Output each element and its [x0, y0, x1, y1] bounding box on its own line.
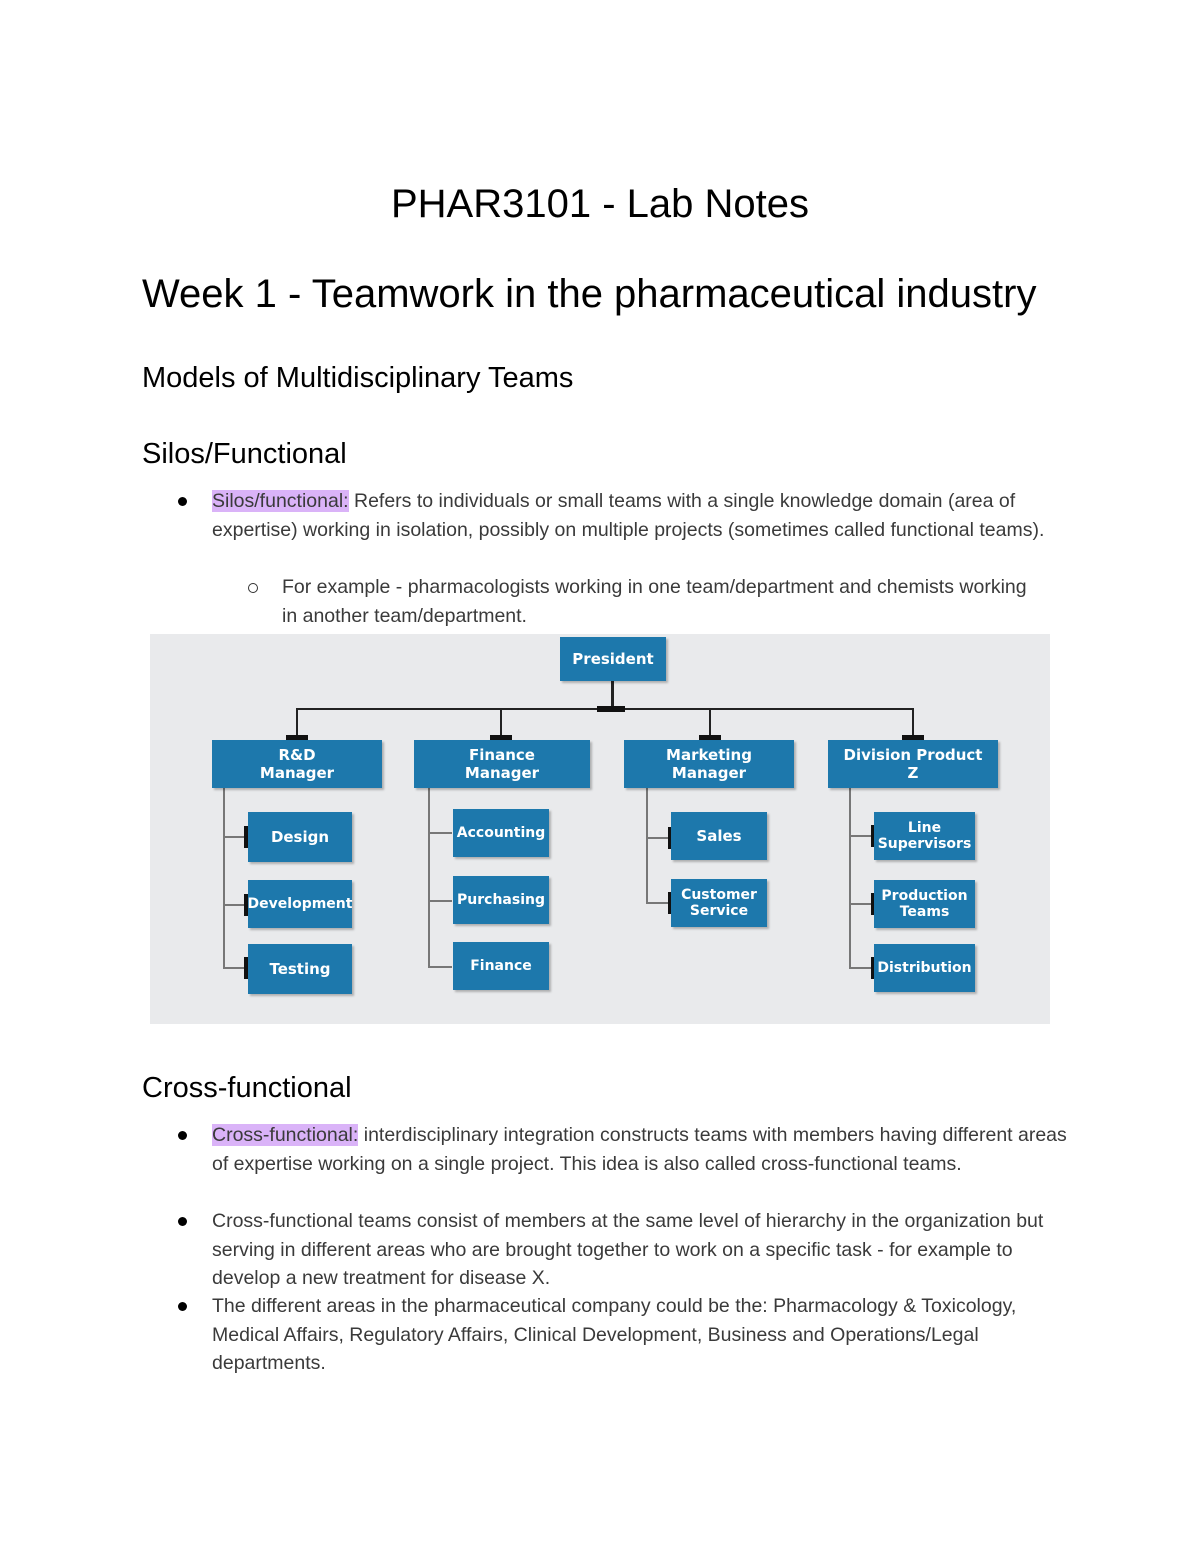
cross-heading: Cross-functional [142, 1072, 352, 1104]
dept-box-testing: Testing [248, 944, 352, 994]
week-heading: Week 1 - Teamwork in the pharmaceutical industry [142, 272, 1037, 316]
connector [849, 788, 851, 968]
cross-term-highlight: Cross-functional: [212, 1124, 359, 1146]
dept-box-purchasing: Purchasing [453, 876, 549, 924]
bullet-icon [178, 1217, 187, 1226]
connector [223, 788, 225, 968]
cross-definition: interdisciplinary integration constructs teams with members having different areas of expertise working on a single project. This idea is also called cross-functional teams. [212, 1124, 1067, 1175]
bullet-icon [178, 1131, 187, 1140]
dept-box-line-supervisors: Line Supervisors [874, 812, 975, 860]
connector [646, 902, 670, 904]
dept-box-accounting: Accounting [453, 809, 549, 857]
connector [428, 966, 452, 968]
silos-example-text: For example - pharmacologists working in one team/department and chemists working in another team/department. [282, 576, 1027, 627]
connector [428, 788, 430, 968]
org-chart [150, 634, 1050, 1024]
connector [611, 680, 614, 708]
manager-box-division: Division Product Z [828, 740, 998, 788]
connector-cap [597, 706, 625, 712]
dept-box-customer-service: Customer Service [671, 879, 767, 927]
connector [849, 967, 873, 969]
connector [428, 900, 452, 902]
dept-box-distribution: Distribution [874, 944, 975, 992]
bullet-icon [178, 497, 187, 506]
connector [849, 903, 873, 905]
dept-box-production-teams: Production Teams [874, 880, 975, 928]
models-heading: Models of Multidisciplinary Teams [142, 362, 574, 394]
silos-heading: Silos/Functional [142, 438, 347, 470]
cross-bullet-2: Cross-functional teams consist of members at the same level of hierarchy in the organization but serving in different areas who are brought together to work on a specific task - for example to develop a new treatment for disease X. [212, 1210, 1044, 1289]
connector [428, 832, 452, 834]
silos-term-highlight: Silos/functional: [212, 490, 349, 512]
dept-box-sales: Sales [671, 812, 767, 860]
document-title: PHAR3101 - Lab Notes [390, 182, 809, 226]
silos-definition: Refers to individuals or small teams with a single knowledge domain (area of expertise) working in isolation, possibly on multiple projects (sometimes called functional teams). [212, 490, 1045, 541]
dept-box-design: Design [248, 812, 352, 862]
dept-box-finance: Finance [453, 942, 549, 990]
silos-bullet-text [212, 487, 1072, 544]
connector [646, 788, 648, 903]
manager-box-marketing: Marketing Manager [624, 740, 794, 788]
bullet-icon [178, 1302, 187, 1311]
sub-bullet-icon [248, 583, 258, 593]
manager-box-finance: Finance Manager [414, 740, 590, 788]
manager-box-rd: R&D Manager [212, 740, 382, 788]
cross-bullet-text [212, 1121, 1072, 1178]
cross-bullet-3: The different areas in the pharmaceutical company could be the: Pharmacology & Toxicology, Medical Affairs, Regulatory Affairs, Clinical Development, Business and Operations/Legal departments. [212, 1295, 1017, 1374]
connector [646, 837, 670, 839]
dept-box-development: Development [248, 880, 352, 928]
connector [849, 835, 873, 837]
president-box: President [560, 637, 666, 681]
